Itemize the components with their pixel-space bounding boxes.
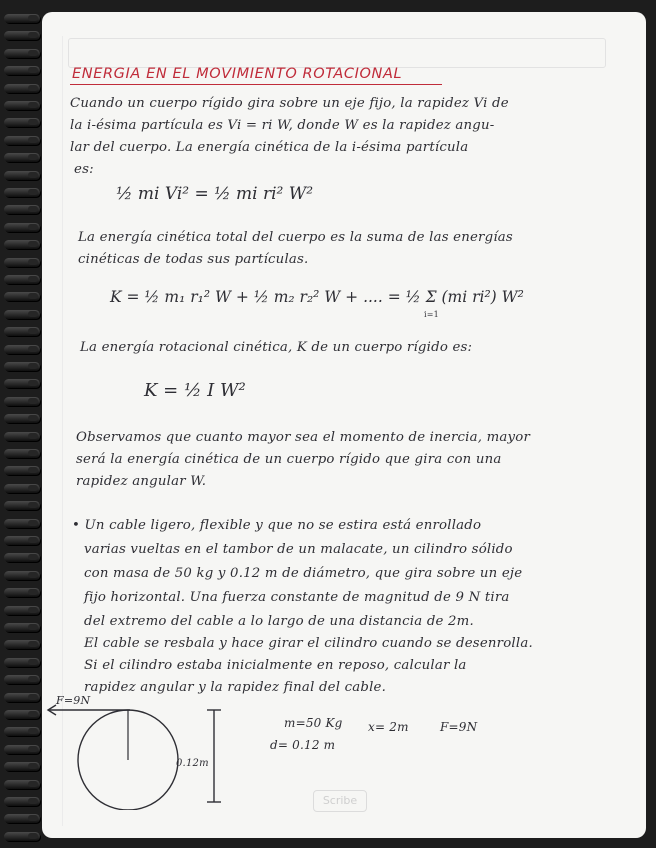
diameter-label: 0.12m xyxy=(176,758,209,769)
spiral-ring xyxy=(4,658,40,667)
scribe-watermark: Scribe xyxy=(313,790,367,812)
spiral-ring xyxy=(4,31,40,40)
text-line: la i-ésima partícula es Vi = ri W, donde W es la rapidez angu- xyxy=(70,118,495,133)
spiral-ring xyxy=(4,310,40,319)
spiral-ring xyxy=(4,571,40,580)
spiral-ring xyxy=(4,171,40,180)
text-line: La energía cinética total del cuerpo es la suma de las energías xyxy=(78,230,513,245)
text-line: La energía rotacional cinética, K de un cuerpo rígido es: xyxy=(80,340,473,355)
spiral-ring xyxy=(4,797,40,806)
spiral-ring xyxy=(4,432,40,441)
given-distance: x= 2m xyxy=(368,720,409,734)
given-mass: m=50 Kg xyxy=(284,716,343,730)
spiral-ring xyxy=(4,536,40,545)
spiral-ring xyxy=(4,292,40,301)
spiral-ring xyxy=(4,205,40,214)
spiral-ring xyxy=(4,240,40,249)
spiral-ring xyxy=(4,553,40,562)
spiral-ring xyxy=(4,188,40,197)
spiral-ring xyxy=(4,693,40,702)
spiral-ring xyxy=(4,223,40,232)
text-line: varias vueltas en el tambor de un malacate, un cilindro sólido xyxy=(84,542,513,557)
spiral-ring xyxy=(4,519,40,528)
spiral-ring xyxy=(4,397,40,406)
cylinder-diagram xyxy=(44,690,464,810)
spiral-ring xyxy=(4,762,40,771)
text-line: es: xyxy=(74,162,94,177)
force-label: F=9N xyxy=(56,694,91,707)
spiral-ring xyxy=(4,327,40,336)
given-force: F=9N xyxy=(440,720,478,734)
spiral-ring xyxy=(4,118,40,127)
equation-rotational-energy: K = ½ I W² xyxy=(144,380,246,401)
text-line: fijo horizontal. Una fuerza constante de magnitud de 9 N tira xyxy=(84,590,510,605)
spiral-ring xyxy=(4,623,40,632)
page-title: ENERGIA EN EL MOVIMIENTO ROTACIONAL xyxy=(72,66,403,82)
spiral-ring xyxy=(4,588,40,597)
spiral-ring xyxy=(4,345,40,354)
text-line: Si el cilindro estaba inicialmente en reposo, calcular la xyxy=(84,658,467,673)
spiral-ring xyxy=(4,49,40,58)
spiral-ring xyxy=(4,501,40,510)
spiral-ring xyxy=(4,84,40,93)
header-box xyxy=(68,38,606,68)
spiral-ring xyxy=(4,66,40,75)
text-line: con masa de 50 kg y 0.12 m de diámetro, que gira sobre un eje xyxy=(84,566,523,581)
spiral-ring xyxy=(4,814,40,823)
spiral-ring xyxy=(4,745,40,754)
spiral-ring xyxy=(4,640,40,649)
spiral-ring xyxy=(4,727,40,736)
spiral-ring xyxy=(4,466,40,475)
title-underline xyxy=(70,84,442,85)
spiral-ring xyxy=(4,710,40,719)
spiral-ring xyxy=(4,484,40,493)
spiral-ring xyxy=(4,379,40,388)
spiral-ring xyxy=(4,14,40,23)
equation-particle-energy: ½ mi Vi² = ½ mi ri² W² xyxy=(116,184,314,204)
text-line: • Un cable ligero, flexible y que no se estira está enrollado xyxy=(72,518,482,533)
text-line: Observamos que cuanto mayor sea el momento de inercia, mayor xyxy=(76,430,531,445)
spiral-ring xyxy=(4,362,40,371)
text-line: lar del cuerpo. La energía cinética de la i-ésima partícula xyxy=(70,140,469,155)
spiral-binding xyxy=(0,0,46,848)
text-line: del extremo del cable a lo largo de una distancia de 2m. xyxy=(84,614,474,629)
text-line: rapidez angular W. xyxy=(76,474,207,489)
text-line: cinéticas de todas sus partículas. xyxy=(78,252,309,267)
spiral-ring xyxy=(4,606,40,615)
spiral-ring xyxy=(4,414,40,423)
spiral-ring xyxy=(4,675,40,684)
spiral-ring xyxy=(4,136,40,145)
spiral-ring xyxy=(4,780,40,789)
text-line: Cuando un cuerpo rígido gira sobre un eje fijo, la rapidez Vi de xyxy=(70,96,509,111)
spiral-ring xyxy=(4,449,40,458)
spiral-ring xyxy=(4,153,40,162)
spiral-ring xyxy=(4,101,40,110)
spiral-ring xyxy=(4,258,40,267)
spiral-ring xyxy=(4,832,40,841)
equation-total-energy: K = ½ m₁ r₁² W + ½ m₂ r₂² W + .... = ½ Σ (mi ri²) W² xyxy=(110,288,524,306)
spiral-ring xyxy=(4,275,40,284)
given-diameter: d= 0.12 m xyxy=(270,738,336,752)
text-line: rapidez angular y la rapidez final del cable. xyxy=(84,680,387,695)
sum-lower-limit: i=1 xyxy=(424,310,439,319)
text-line: será la energía cinética de un cuerpo rígido que gira con una xyxy=(76,452,502,467)
text-line: El cable se resbala y hace girar el cilindro cuando se desenrolla. xyxy=(84,636,533,651)
